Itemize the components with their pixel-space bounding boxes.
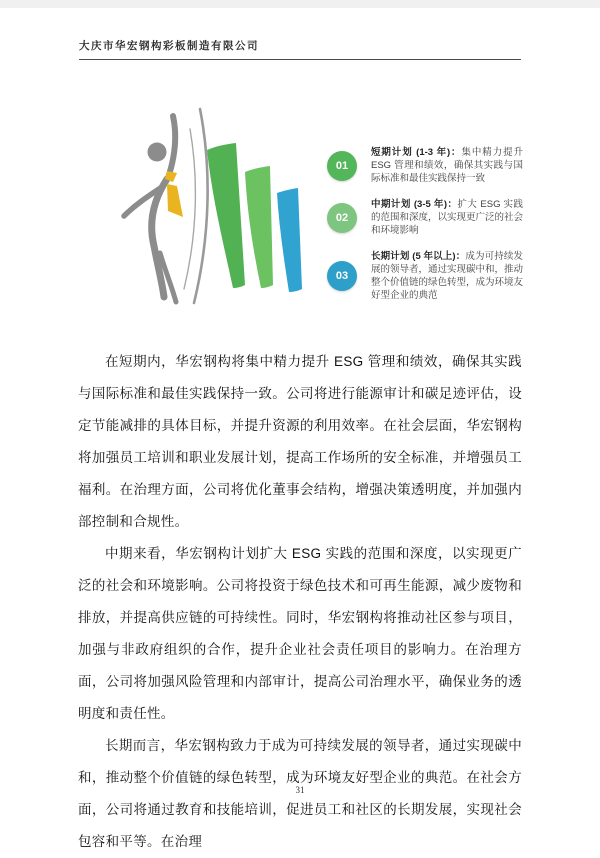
bar-2 bbox=[245, 166, 273, 288]
person-with-rising-bars-illustration bbox=[120, 105, 305, 310]
plan-number-badge-2: 02 bbox=[327, 203, 357, 233]
page-number: 31 bbox=[295, 785, 305, 795]
company-name: 大庆市华宏钢构彩板制造有限公司 bbox=[79, 41, 259, 52]
plan-item-mid-term bbox=[327, 198, 527, 237]
body-text bbox=[78, 346, 522, 858]
tie-blade bbox=[167, 184, 183, 217]
plan-item-desc-1: 集中精力提升 ESG 管理和绩效，确保其实践与国际标准和最佳实践保持一致 bbox=[371, 147, 523, 184]
paragraph-long-term: 长期而言，华宏钢构致力于成为可持续发展的领导者，通过实现碳中和，推动整个价值链的绿色转型，成为环境友好型企业的典范。在社会方面，公司将通过教育和技能培训，促进员工和社区的长期发展，实现社会包容和平等。在治理 bbox=[78, 738, 522, 849]
plan-item-text-2 bbox=[371, 198, 523, 237]
swoosh-inner bbox=[184, 129, 195, 289]
plan-item-label-1: 短期计划 (1-3 年)： bbox=[371, 147, 462, 158]
paragraph-short-term: 在短期内，华宏钢构将集中精力提升 ESG 管理和绩效，确保其实践与国际标准和最佳实践保持一致。公司将进行能源审计和碳足迹评估，设定节能减排的具体目标，并提升资源的利用效率。在社会层面，华宏钢构将加强员工培训和职业发展计划，提高工作场所的安全标准，并增强员工福利。在治理方面，公司将优化董事会结构，增强决策透明度，并加强内部控制和合规性。 bbox=[78, 354, 522, 529]
figure-raised-arm bbox=[168, 116, 175, 178]
page-header bbox=[79, 36, 521, 60]
figure-torso bbox=[152, 179, 167, 297]
plan-number-badge-1: 01 bbox=[327, 151, 357, 181]
paragraph-mid-term: 中期来看，华宏钢构计划扩大 ESG 实践的范围和深度，以实现更广泛的社会和环境影响。公司将投资于绿色技术和可再生能源，减少废物和排放，并提高供应链的可持续性。同时，华宏钢构将推动社区参与项目，加强与非政府组织的合作，提升企业社会责任项目的影响力。在治理方面，公司将加强风险管理和内部审计，提高公司治理水平，确保业务的透明度和责任性。 bbox=[78, 546, 522, 721]
plan-item-text-3 bbox=[371, 250, 523, 302]
figure-head bbox=[148, 143, 167, 162]
plan-item-label-3: 长期计划 (5 年以上)： bbox=[371, 251, 466, 262]
esg-plan-list bbox=[327, 146, 527, 302]
plan-item-long-term bbox=[327, 250, 527, 302]
bar-3 bbox=[277, 188, 302, 292]
plan-item-desc-2: 扩大 ESG 实践的范围和深度，以实现更广泛的社会和环境影响 bbox=[371, 199, 524, 236]
plan-item-desc-3: 成为可持续发展的领导者，通过实现碳中和，推动整个价值链的绿色转型，成为环境友好型企业的典范 bbox=[371, 251, 524, 301]
page-top-edge bbox=[0, 0, 600, 8]
plan-number-badge-3: 03 bbox=[327, 261, 357, 291]
plan-item-label-2: 中期计划 (3-5 年)： bbox=[371, 199, 458, 210]
bar-1 bbox=[207, 143, 245, 288]
plan-item-short-term bbox=[327, 146, 527, 185]
hero-graphic bbox=[120, 105, 305, 310]
plan-item-text-1 bbox=[371, 146, 523, 185]
